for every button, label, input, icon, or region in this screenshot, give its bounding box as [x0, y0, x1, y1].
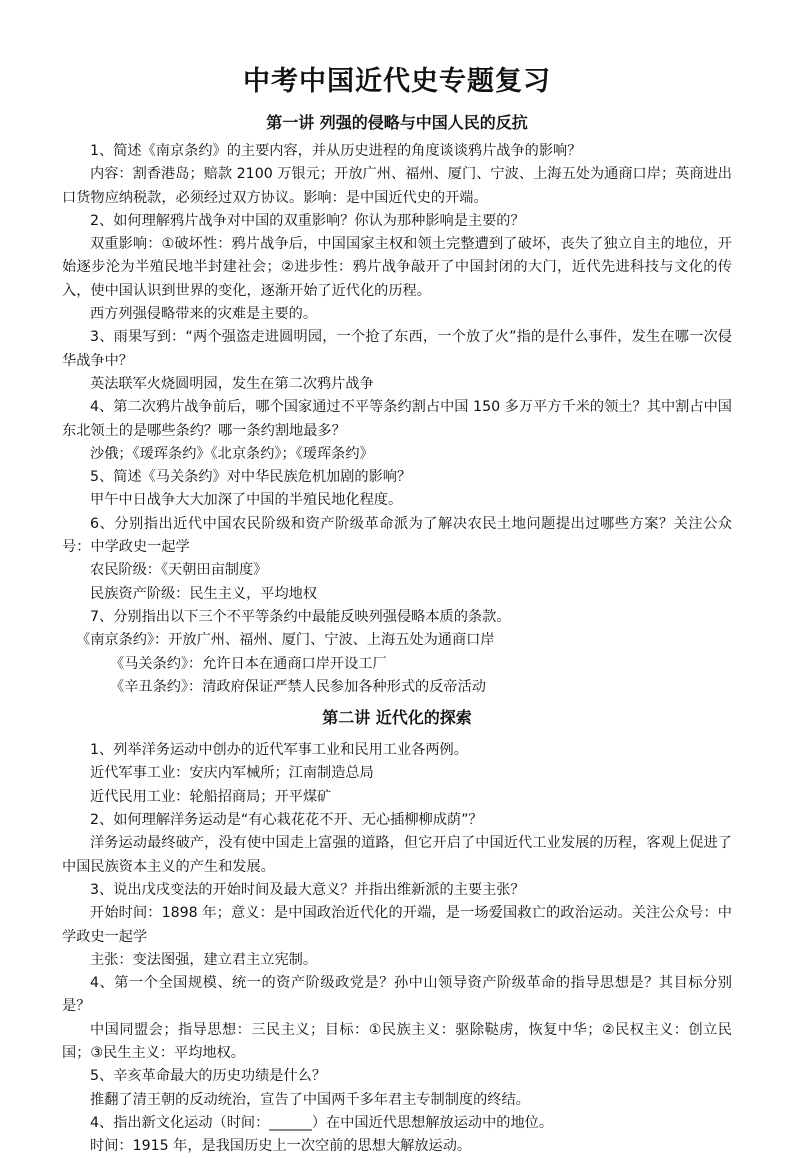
- section-2: [62, 705, 732, 1158]
- question-paragraph: 5、辛亥革命最大的历史功绩是什么？: [90, 1068, 327, 1085]
- answer-paragraph: 双重影响：①破坏性：鸦片战争后，中国国家主权和领土完整遭到了破坏，丧失了独立自主的地位，开始逐步沦为半殖民地半封建社会；②进步性：鸦片战争敲开了中国封闭的大门，近代先进科技与文化的传入，使中国认识到世界的变化，逐渐开始了近代化的历程。: [62, 236, 732, 299]
- treaty-item: 《马关条约》：允许日本在通商口岸开设工厂: [110, 655, 387, 672]
- answer-paragraph: 时间：1915 年，是我国历史上一次空前的思想大解放运动。: [90, 1138, 472, 1155]
- question-paragraph: 6、分别指出近代中国农民阶级和资产阶级革命派为了解决农民土地问题提出过哪些方案？关注公众号：中学政史一起学: [62, 515, 732, 556]
- question-paragraph: 4、指出新文化运动（时间：______）在中国近代思想解放运动中的地位。: [90, 1114, 554, 1131]
- answer-paragraph: 沙俄；《瑷珲条约》《北京条约》；《瑷珲条约》: [90, 445, 374, 462]
- question-paragraph: 1、简述《南京条约》的主要内容，并从历史进程的角度谈谈鸦片战争的影响？: [90, 143, 582, 159]
- treaty-item: 《南京条约》：开放广州、福州、厦门、宁波、上海五处为通商口岸: [76, 632, 495, 649]
- answer-paragraph: 近代军事工业：安庆内军械所；江南制造总局: [90, 765, 374, 782]
- answer-paragraph: 西方列强侵略带来的灾难是主要的。: [90, 306, 318, 323]
- answer-paragraph: 内容：割香港岛；赔款 2100 万银元；开放广州、福州、厦门、宁波、上海五处为通商口岸；英商进出口货物应纳税款，必须经过双方协议。影响：是中国近代史的开端。: [62, 166, 732, 206]
- question-paragraph: 5、简述《马关条约》对中华民族危机加剧的影响？: [90, 469, 412, 486]
- answer-paragraph: 甲午中日战争大大加深了中国的半殖民地化程度。: [90, 492, 403, 509]
- section-title: 第一讲 列强的侵略与中国人民的反抗: [266, 113, 528, 132]
- treaty-item: 《辛丑条约》：清政府保证严禁人民参加各种形式的反帝活动: [110, 678, 486, 695]
- answer-paragraph: 英法联军火烧圆明园，发生在第二次鸦片战争: [90, 375, 374, 392]
- question-paragraph: 4、第二次鸦片战争前后，哪个国家通过不平等条约割占中国 150 多万平方千米的领土？其中割占中国东北领土的是哪些条约？哪一条约割地最多？: [62, 399, 732, 439]
- answer-paragraph: 主张：变法图强，建立君主立宪制。: [90, 951, 318, 968]
- question-paragraph: 4、第一个全国规模、统一的资产阶级政党是？孙中山领导资产阶级革命的指导思想是？其目标分别是？: [62, 975, 732, 1015]
- question-paragraph: 7、分别指出以下三个不平等条约中最能反映列强侵略本质的条款。: [90, 608, 511, 625]
- question-paragraph: 2、如何理解鸦片战争对中国的双重影响？你认为那种影响是主要的？: [90, 212, 525, 229]
- question-paragraph: 3、雨果写到：“两个强盗走进圆明园，一个抢了东西，一个放了火”指的是什么事件，发生在哪一次侵华战争中？: [62, 329, 732, 369]
- answer-paragraph: 近代民用工业：轮船招商局；开平煤矿: [90, 788, 332, 805]
- answer-paragraph: 推翻了清王朝的反动统治，宣告了中国两千多年君主专制制度的终结。: [90, 1091, 530, 1108]
- answer-paragraph: 农民阶级：《天朝田亩制度》: [90, 562, 268, 579]
- answer-paragraph: 民族资产阶级：民生主义，平均地权: [90, 585, 318, 602]
- section-1: [62, 110, 732, 699]
- section-title: 第二讲 近代化的探索: [322, 708, 472, 728]
- question-paragraph: 3、说出戊戌变法的开始时间及最大意义？并指出维新派的主要主张？: [90, 881, 525, 898]
- answer-paragraph: 开始时间：1898 年；意义：是中国政治近代化的开端，是一场爱国救亡的政治运动。关注公众号：中学政史一起学: [62, 905, 732, 945]
- document-title: 中考中国近代史专题复习: [243, 66, 551, 97]
- answer-paragraph: 中国同盟会；指导思想：三民主义；目标：①民族主义：驱除鞑虏，恢复中华；②民权主义：创立民国；③民生主义：平均地权。: [62, 1021, 732, 1061]
- question-paragraph: 2、如何理解洋务运动是“有心栽花花不开、无心插柳柳成荫”？: [90, 812, 483, 829]
- question-paragraph: 1、列举洋务运动中创办的近代军事工业和民用工业各两例。: [90, 742, 468, 759]
- answer-paragraph: 洋务运动最终破产，没有使中国走上富强的道路，但它开启了中国近代工业发展的历程，客观上促进了中国民族资本主义的产生和发展。: [62, 835, 732, 875]
